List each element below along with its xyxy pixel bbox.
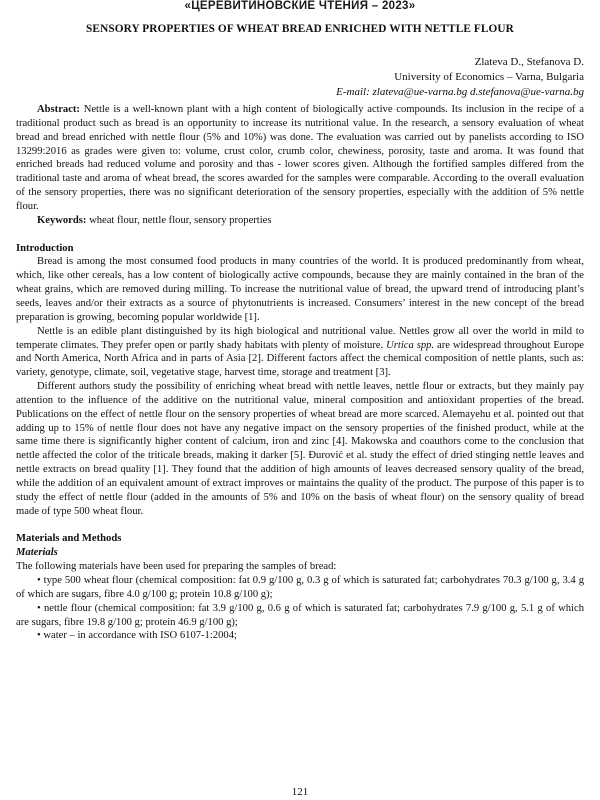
abstract-label: Abstract: bbox=[37, 104, 80, 115]
materials-item: • type 500 wheat flour (chemical composition: fat 0.9 g/100 g, 0.3 g of which is saturated fat; carbohydrates 70.3 g/100 g, 3.4 g of which are sugars, fibre 4.0 g/100 g; protein 10.8 g/100 g); bbox=[16, 575, 584, 600]
introduction-heading: Introduction bbox=[16, 242, 74, 254]
materials-subheading: Materials bbox=[16, 547, 58, 559]
materials-item: • water – in accordance with ISO 6107-1:2004; bbox=[37, 630, 237, 642]
author-email: E-mail: zlateva@ue-varna.bg d.stefanova@ue-varna.bg bbox=[336, 86, 584, 98]
materials-item: • nettle flour (chemical composition: fat 3.9 g/100 g, 0.6 g of which is saturated fat; carbohydrates 7.9 g/100 g, 5.1 g of which are sugars, fibre 19.8 g/100 g; protein 46.9 g/100 g); bbox=[16, 602, 584, 628]
keywords-line bbox=[16, 214, 584, 228]
paper-body bbox=[16, 103, 584, 643]
abstract-text: Nettle is a well-known plant with a high content of biologically active compounds. Its inclusion in the recipe of a traditional product such as bread is an opportunity to increase its nutritional value. In the research, a sensory evaluation of wheat bread and bread enriched with nettle flour (5% and 10%) was done. The evaluation was carried out by panelists according to ISO 13299:2016 as grades were given to: volume, crust color, crumb color, chewiness, porosity, taste and aroma. It was found that enriched breads had reduced volume and porosity and thas - lower scores given. Although the fortified samples differed from the traditional taste and aroma of wheat bread, the scores awarded for the samples were comparable. According to the overall evaluation of the sensory properties, there was no significant deterioration of the sensory properties, especially with the addition of 5% nettle flour. bbox=[16, 104, 584, 212]
author-block bbox=[336, 55, 584, 100]
abstract-paragraph bbox=[16, 103, 584, 214]
author-affiliation: University of Economics – Varna, Bulgaria bbox=[394, 71, 584, 83]
keywords-text: wheat flour, nettle flour, sensory properties bbox=[86, 214, 272, 226]
page-number: 121 bbox=[291, 786, 309, 798]
author-names: Zlateva D., Stefanova D. bbox=[474, 56, 584, 68]
intro-p2-species: Urtica spp. bbox=[386, 339, 435, 351]
keywords-label: Keywords: bbox=[37, 214, 87, 226]
methods-heading: Materials and Methods bbox=[16, 533, 122, 545]
intro-paragraph-3: Different authors study the possibility of enriching wheat bread with nettle leaves, nettle flour or extracts, but they mainly pay attention to the influence of the additive on the nutritional value, mineral composition and antioxidant properties of the bread. Publications on the effect of nettle flour on the sensory properties of wheat bread are more scarced. Alemayehu et al. pointed out that adding up to 15% of nettle flour does not have any negative impact on the sensory properties of the finished product, while at the same time there is significantly higher content of calcium, iron and zinc [4]. Makowska and coauthors come to the conclusion that nettle affected the color of the triticale breads, making it darker [5]. Đurović et al. study the effect of dried stinging nettle leaves and nettle extracts on bread quality [1]. They found that the addition of high amounts of leaves decreased sensory quality of the bread, while the addition of an equivalent amount of extract improves or maintains the quality of the product. The purpose of this paper is to study the effect of nettle flour (added in the amounts of 5% and 10% on the basis of wheat flour) on the sensory quality of bread made of type 500 wheat flour. bbox=[16, 381, 584, 517]
intro-paragraph-2 bbox=[16, 325, 584, 380]
paper-title: SENSORY PROPERTIES OF WHEAT BREAD ENRICHED WITH NETTLE FLOUR bbox=[86, 23, 514, 35]
conference-header: «ЦЕРЕВИТИНОВСКИЕ ЧТЕНИЯ – 2023» bbox=[184, 0, 416, 12]
intro-p2-start: Nettle is an edible plant distinguished by its high biological and nutritional value. Nettles grow all over the world in mild to temperate climates. They prefer open or partly shady habitats with plenty of moisture. bbox=[16, 325, 584, 351]
intro-paragraph-1: Bread is among the most consumed food products in many countries of the world. It is produced predominantly from wheat, which, like other cereals, has a low content of biologically active compounds, because they are mainly contained in the bran of the wheat grains, which are removed during milling. To increase the nutritional value of bread, the upward trend of introducing plant’s seeds, leaves and/or their extracts as a source of phytonutrients is increased. Consumers’ interest in the new concept of the bread preparation is growing, becoming popular worldwide [1]. bbox=[16, 256, 584, 323]
intro-p2-end: are widespread throughout Europe and North America, North Africa and in parts of Asia [2]. Different factors affect the chemical composition of nettle plants, such as: variety, genotype, climate, soil, vegetative stage, harvest time, storage and treatment [3]. bbox=[16, 339, 584, 379]
materials-intro: The following materials have been used for preparing the samples of bread: bbox=[16, 561, 337, 573]
